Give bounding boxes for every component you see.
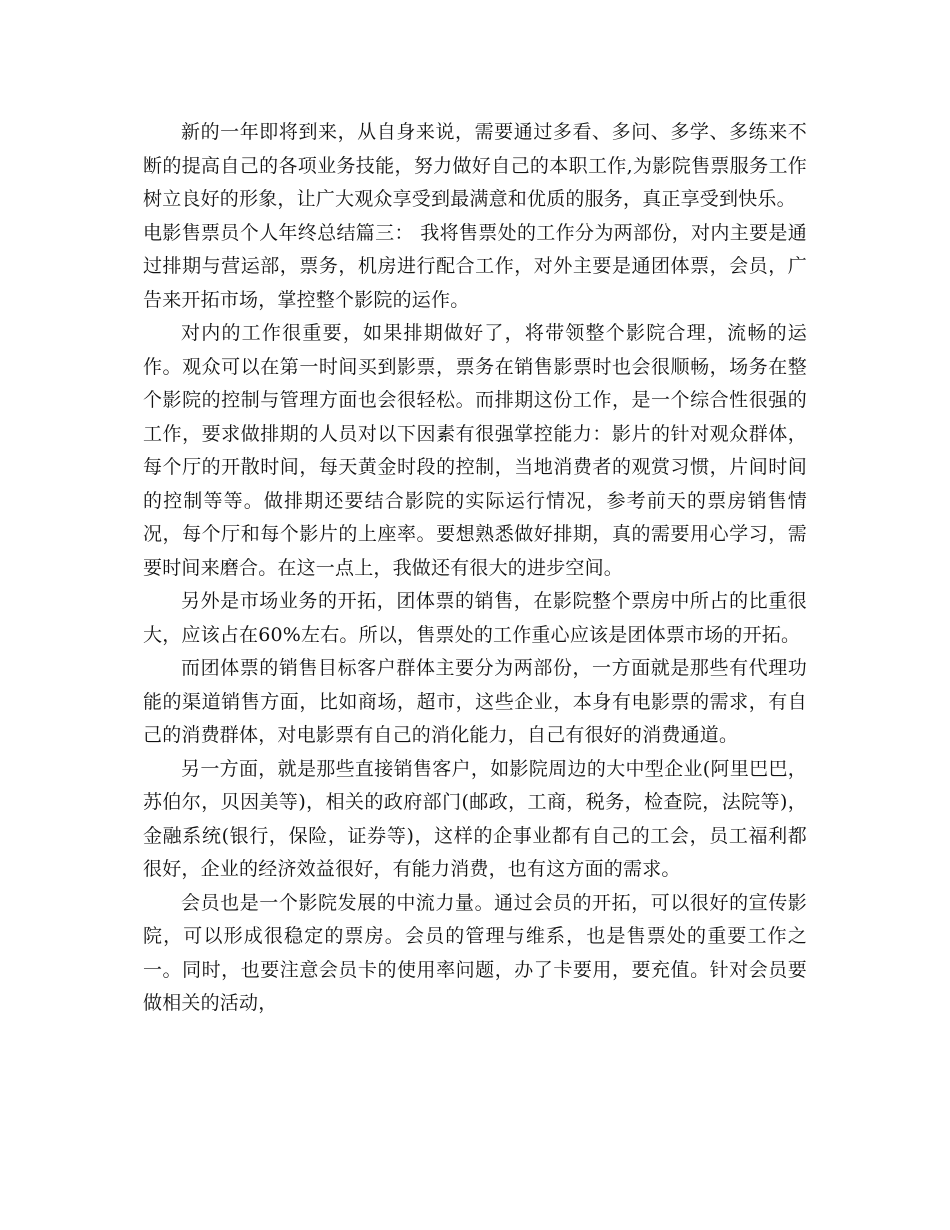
- paragraph-7: [143, 887, 807, 1021]
- section-heading: 电影售票员个人年终总结篇三：: [143, 221, 414, 244]
- document-body: [143, 116, 807, 1021]
- paragraph-1-text: 新的一年即将到来，从自身来说，需要通过多看、多问、多学、多练来不断的提高自己的各项业务技能，努力做好自己的本职工作,为影院售票服务工作树立良好的形象，让广大观众享受到最满意和优质的服务，真正享受到快乐。: [143, 121, 807, 210]
- paragraph-1: [143, 116, 807, 217]
- paragraph-4-text: 另外是市场业务的开拓，团体票的销售，在影院整个票房中所占的比重很大，应该占在60%左右。所以，售票处的工作重心应该是团体票市场的开拓。: [143, 590, 807, 646]
- paragraph-6: [143, 753, 807, 887]
- paragraph-3-text: 对内的工作很重要，如果排期做好了，将带领整个影院合理，流畅的运作。观众可以在第一时间买到影票，票务在销售影票时也会很顺畅，场务在整个影院的控制与管理方面也会很轻松。而排期这份工作，是一个综合性很强的工作，要求做排期的人员对以下因素有很强掌控能力：影片的针对观众群体，每个厅的开散时间，每天黄金时段的控制，当地消费者的观赏习惯，片间时间的控制等等。做排期还要结合影院的实际运行情况，参考前天的票房销售情况，每个厅和每个影片的上座率。要想熟悉做好排期，真的需要用心学习，需要时间来磨合。在这一点上，我做还有很大的进步空间。: [143, 322, 807, 579]
- paragraph-6-text: 另一方面，就是那些直接销售客户，如影院周边的大中型企业(阿里巴巴，苏伯尔，贝因美等)，相关的政府部门(邮政，工商，税务，检查院，法院等)，金融系统(银行，保险，证券等)，这样的企事业都有自己的工会，员工福利都很好，企业的经济效益很好，有能力消费，也有这方面的需求。: [143, 757, 807, 880]
- paragraph-2: [143, 217, 807, 318]
- paragraph-3: [143, 317, 807, 585]
- paragraph-5-text: 而团体票的销售目标客户群体主要分为两部份，一方面就是那些有代理功能的渠道销售方面，比如商场，超市，这些企业，本身有电影票的需求，有自己的消费群体，对电影票有自己的消化能力，自己有很好的消费通道。: [143, 657, 807, 746]
- paragraph-4: [143, 585, 807, 652]
- paragraph-2-text: 我将售票处的工作分为两部份，对内主要是通过排期与营运部，票务，机房进行配合工作，对外主要是通团体票，会员，广告来开拓市场，掌控整个影院的运作。: [143, 221, 807, 311]
- paragraph-5: [143, 652, 807, 753]
- paragraph-7-text: 会员也是一个影院发展的中流力量。通过会员的开拓，可以很好的宣传影院，可以形成很稳定的票房。会员的管理与维系，也是售票处的重要工作之一。同时，也要注意会员卡的使用率问题，办了卡要用，要充值。针对会员要做相关的活动，: [143, 891, 807, 1014]
